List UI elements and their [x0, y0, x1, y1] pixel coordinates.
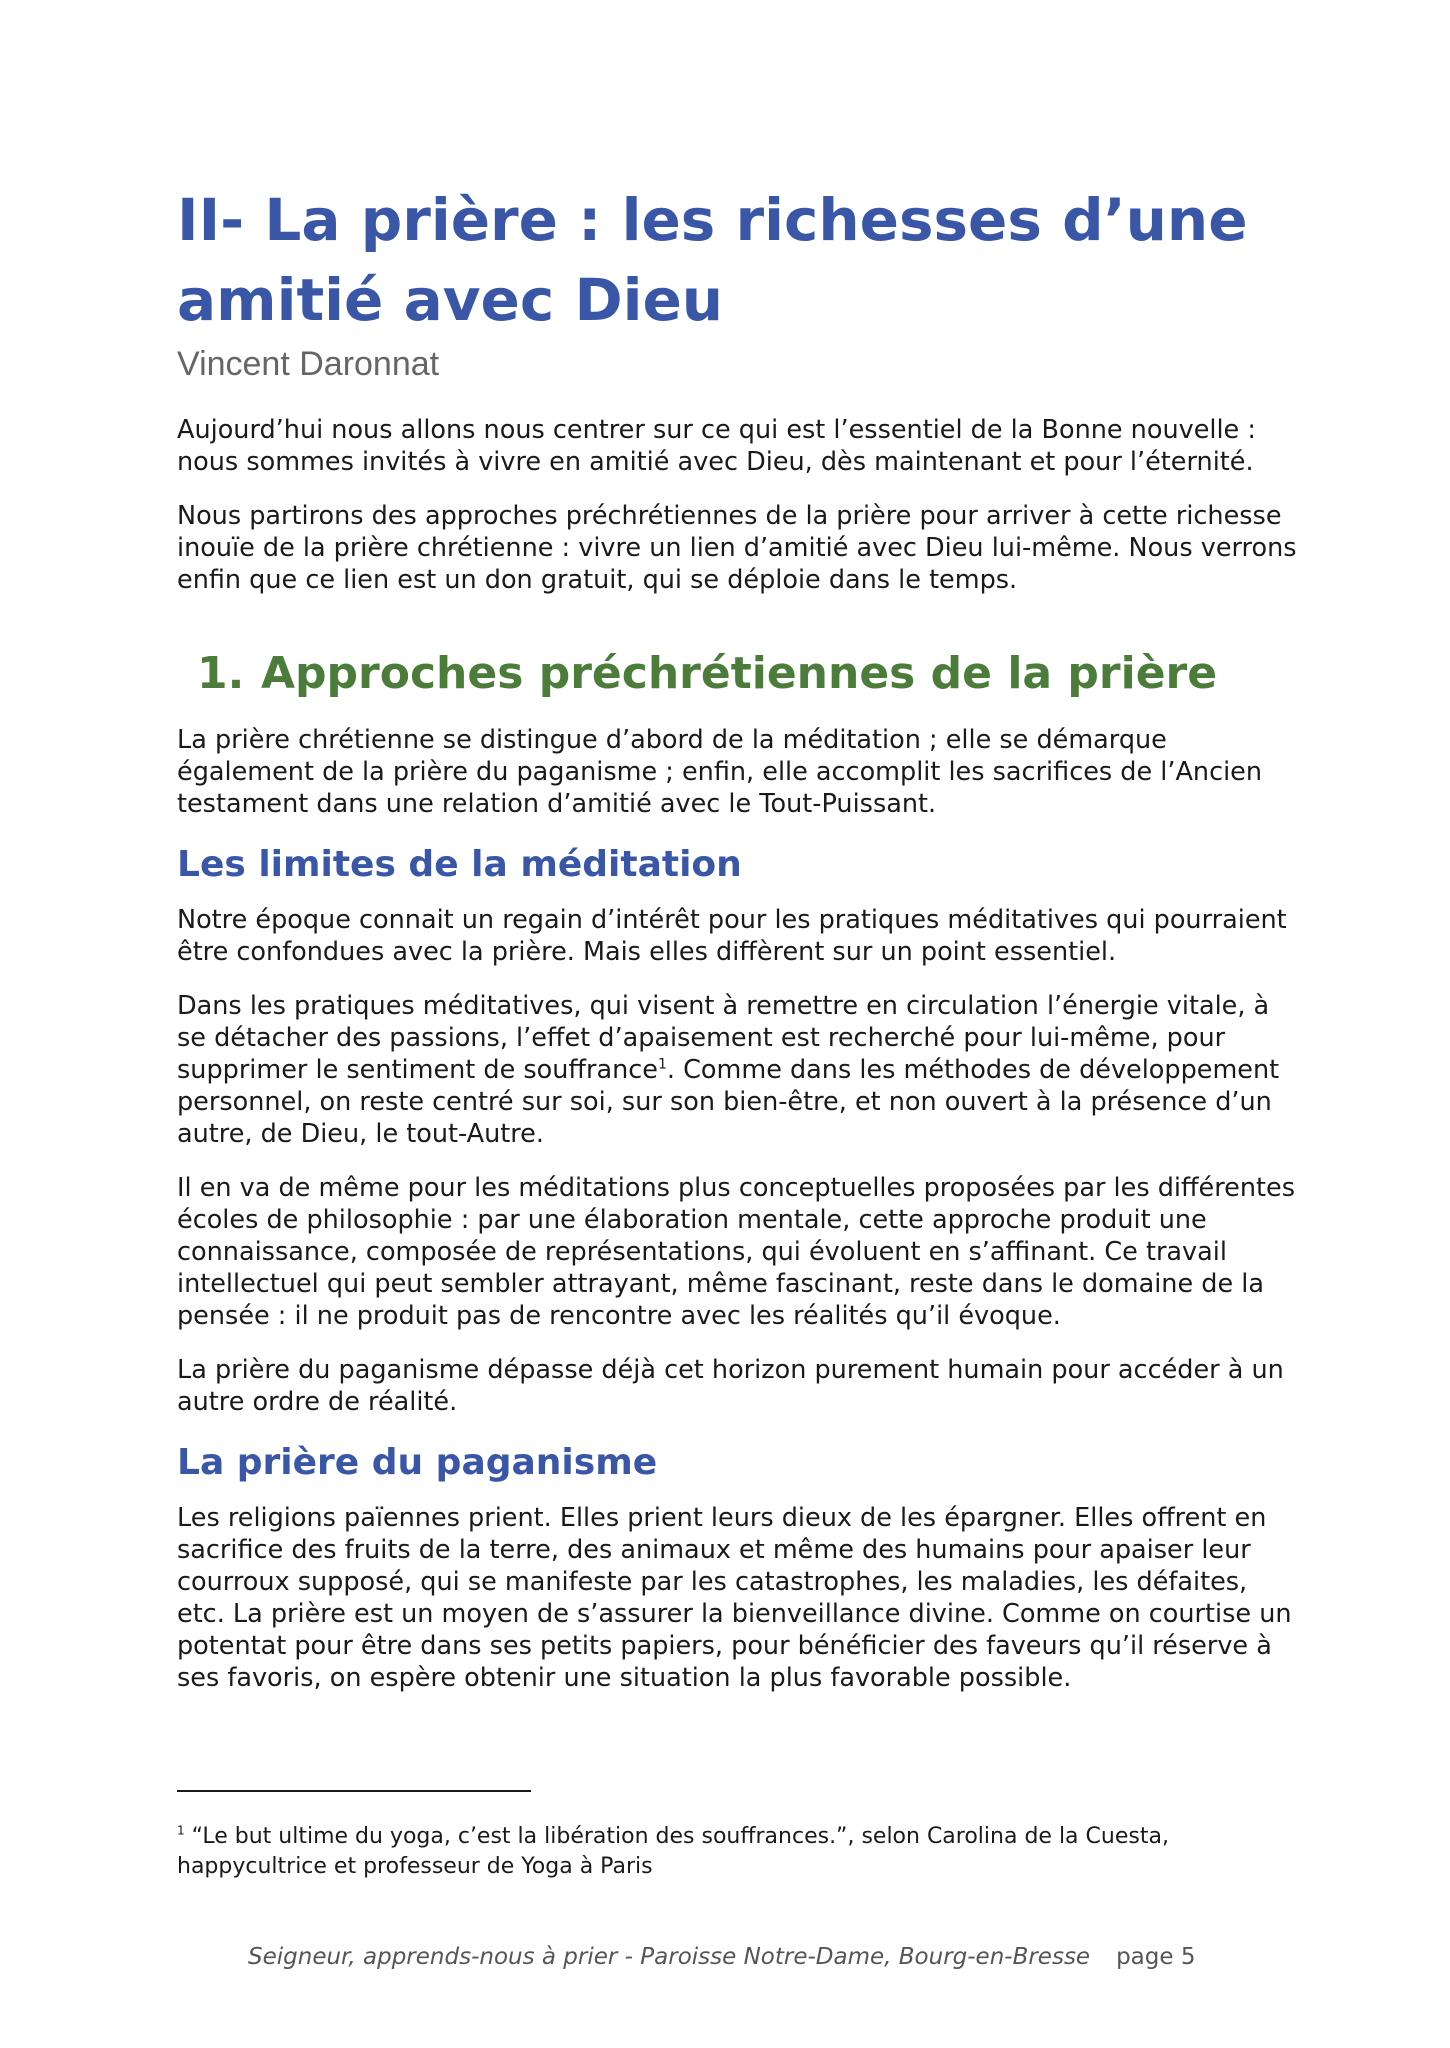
intro-paragraph-1: Aujourd’hui nous allons nous centrer sur ce qui est l’essentiel de la Bonne nouvelle : nous sommes invités à vivre en amitié avec Dieu, dès maintenant et pour l’éternité.: [177, 415, 1256, 477]
page-title: II- La prière : les richesses d’une amitié avec Dieu: [177, 186, 1248, 334]
footer-document-title: Seigneur, apprends-nous à prier - Paroisse Notre-Dame, Bourg-en-Bresse: [248, 1944, 1091, 1970]
footnote-marker: 1: [177, 1823, 185, 1838]
author-name: Vincent Daronnat: [177, 345, 440, 383]
page-number: page 5: [1116, 1944, 1196, 1970]
meditation-paragraph-3: Il en va de même pour les méditations plus conceptuelles proposées par les différentes écoles de philosophie : par une élaboration mentale, cette approche produit une connaissance, composée de représentations, qui évoluent en s’affinant. Ce travail intellectuel qui peut sembler attrayant, même fascinant, reste dans le domaine de la pensée : il ne produit pas de rencontre avec les réalités qu’il évoque.: [177, 1173, 1295, 1331]
section-paragraph: La prière chrétienne se distingue d’abord de la méditation ; elle se démarque également de la prière du paganisme ; enfin, elle accomplit les sacrifices de l’Ancien testament dans une relation d’amitié avec le Tout-Puissant.: [177, 725, 1263, 819]
footnote: [177, 1822, 1297, 1882]
section-number: 1.: [197, 648, 245, 699]
footnote-reference[interactable]: 1: [657, 1056, 667, 1073]
intro-paragraph-2: Nous partirons des approches préchrétiennes de la prière pour arriver à cette richesse inouïe de la prière chrétienne : vivre un lien d’amitié avec Dieu lui-même. Nous verrons enfin que ce lien est un don gratuit, qui se déploie dans le temps.: [177, 501, 1297, 595]
subsection-heading-paganism: La prière du paganisme: [177, 1442, 658, 1483]
section-heading: [197, 646, 1297, 702]
meditation-paragraph-2-end: . Comme dans les méthodes de développement personnel, on reste centré sur soi, sur son bien-être, et non ouvert à la présence d’un autre, de Dieu, le tout-Autre.: [177, 1055, 1280, 1149]
meditation-paragraph-4: La prière du paganisme dépasse déjà cet horizon purement humain pour accéder à un autre ordre de réalité.: [177, 1355, 1284, 1417]
page-footer: [248, 1942, 1248, 1972]
meditation-paragraph-2: [177, 990, 1297, 1150]
meditation-paragraph-2-start: Dans les pratiques méditatives, qui visent à remettre en circulation l’énergie vitale, à se détacher des passions, l’effet d’apaisement est recherché pour lui-même, pour supprimer le sentiment de souffrance: [177, 991, 1270, 1085]
section-title: Approches préchrétiennes de la prière: [261, 648, 1218, 699]
subsection-heading-meditation: Les limites de la méditation: [177, 844, 742, 885]
paganism-paragraph-1: Les religions païennes prient. Elles prient leurs dieux de les épargner. Elles offrent en sacrifice des fruits de la terre, des animaux et même des humains pour apaiser leur courroux supposé, qui se manifeste par les catastrophes, les maladies, les défaites, etc. La prière est un moyen de s’assurer la bienveillance divine. Comme on courtise un potentat pour être dans ses petits papiers, pour bénéficier des faveurs qu’il réserve à ses favoris, on espère obtenir une situation la plus favorable possible.: [177, 1503, 1292, 1693]
footnote-text: “Le but ultime du yoga, c’est la libération des souffrances.”, selon Carolina de la Cuesta, happycultrice et professeur de Yoga à Paris: [177, 1824, 1169, 1879]
meditation-paragraph-1: Notre époque connait un regain d’intérêt pour les pratiques méditatives qui pourraient être confondues avec la prière. Mais elles diffèrent sur un point essentiel.: [177, 905, 1287, 967]
page-content: [177, 180, 1297, 1716]
footnote-separator: [177, 1790, 531, 1792]
